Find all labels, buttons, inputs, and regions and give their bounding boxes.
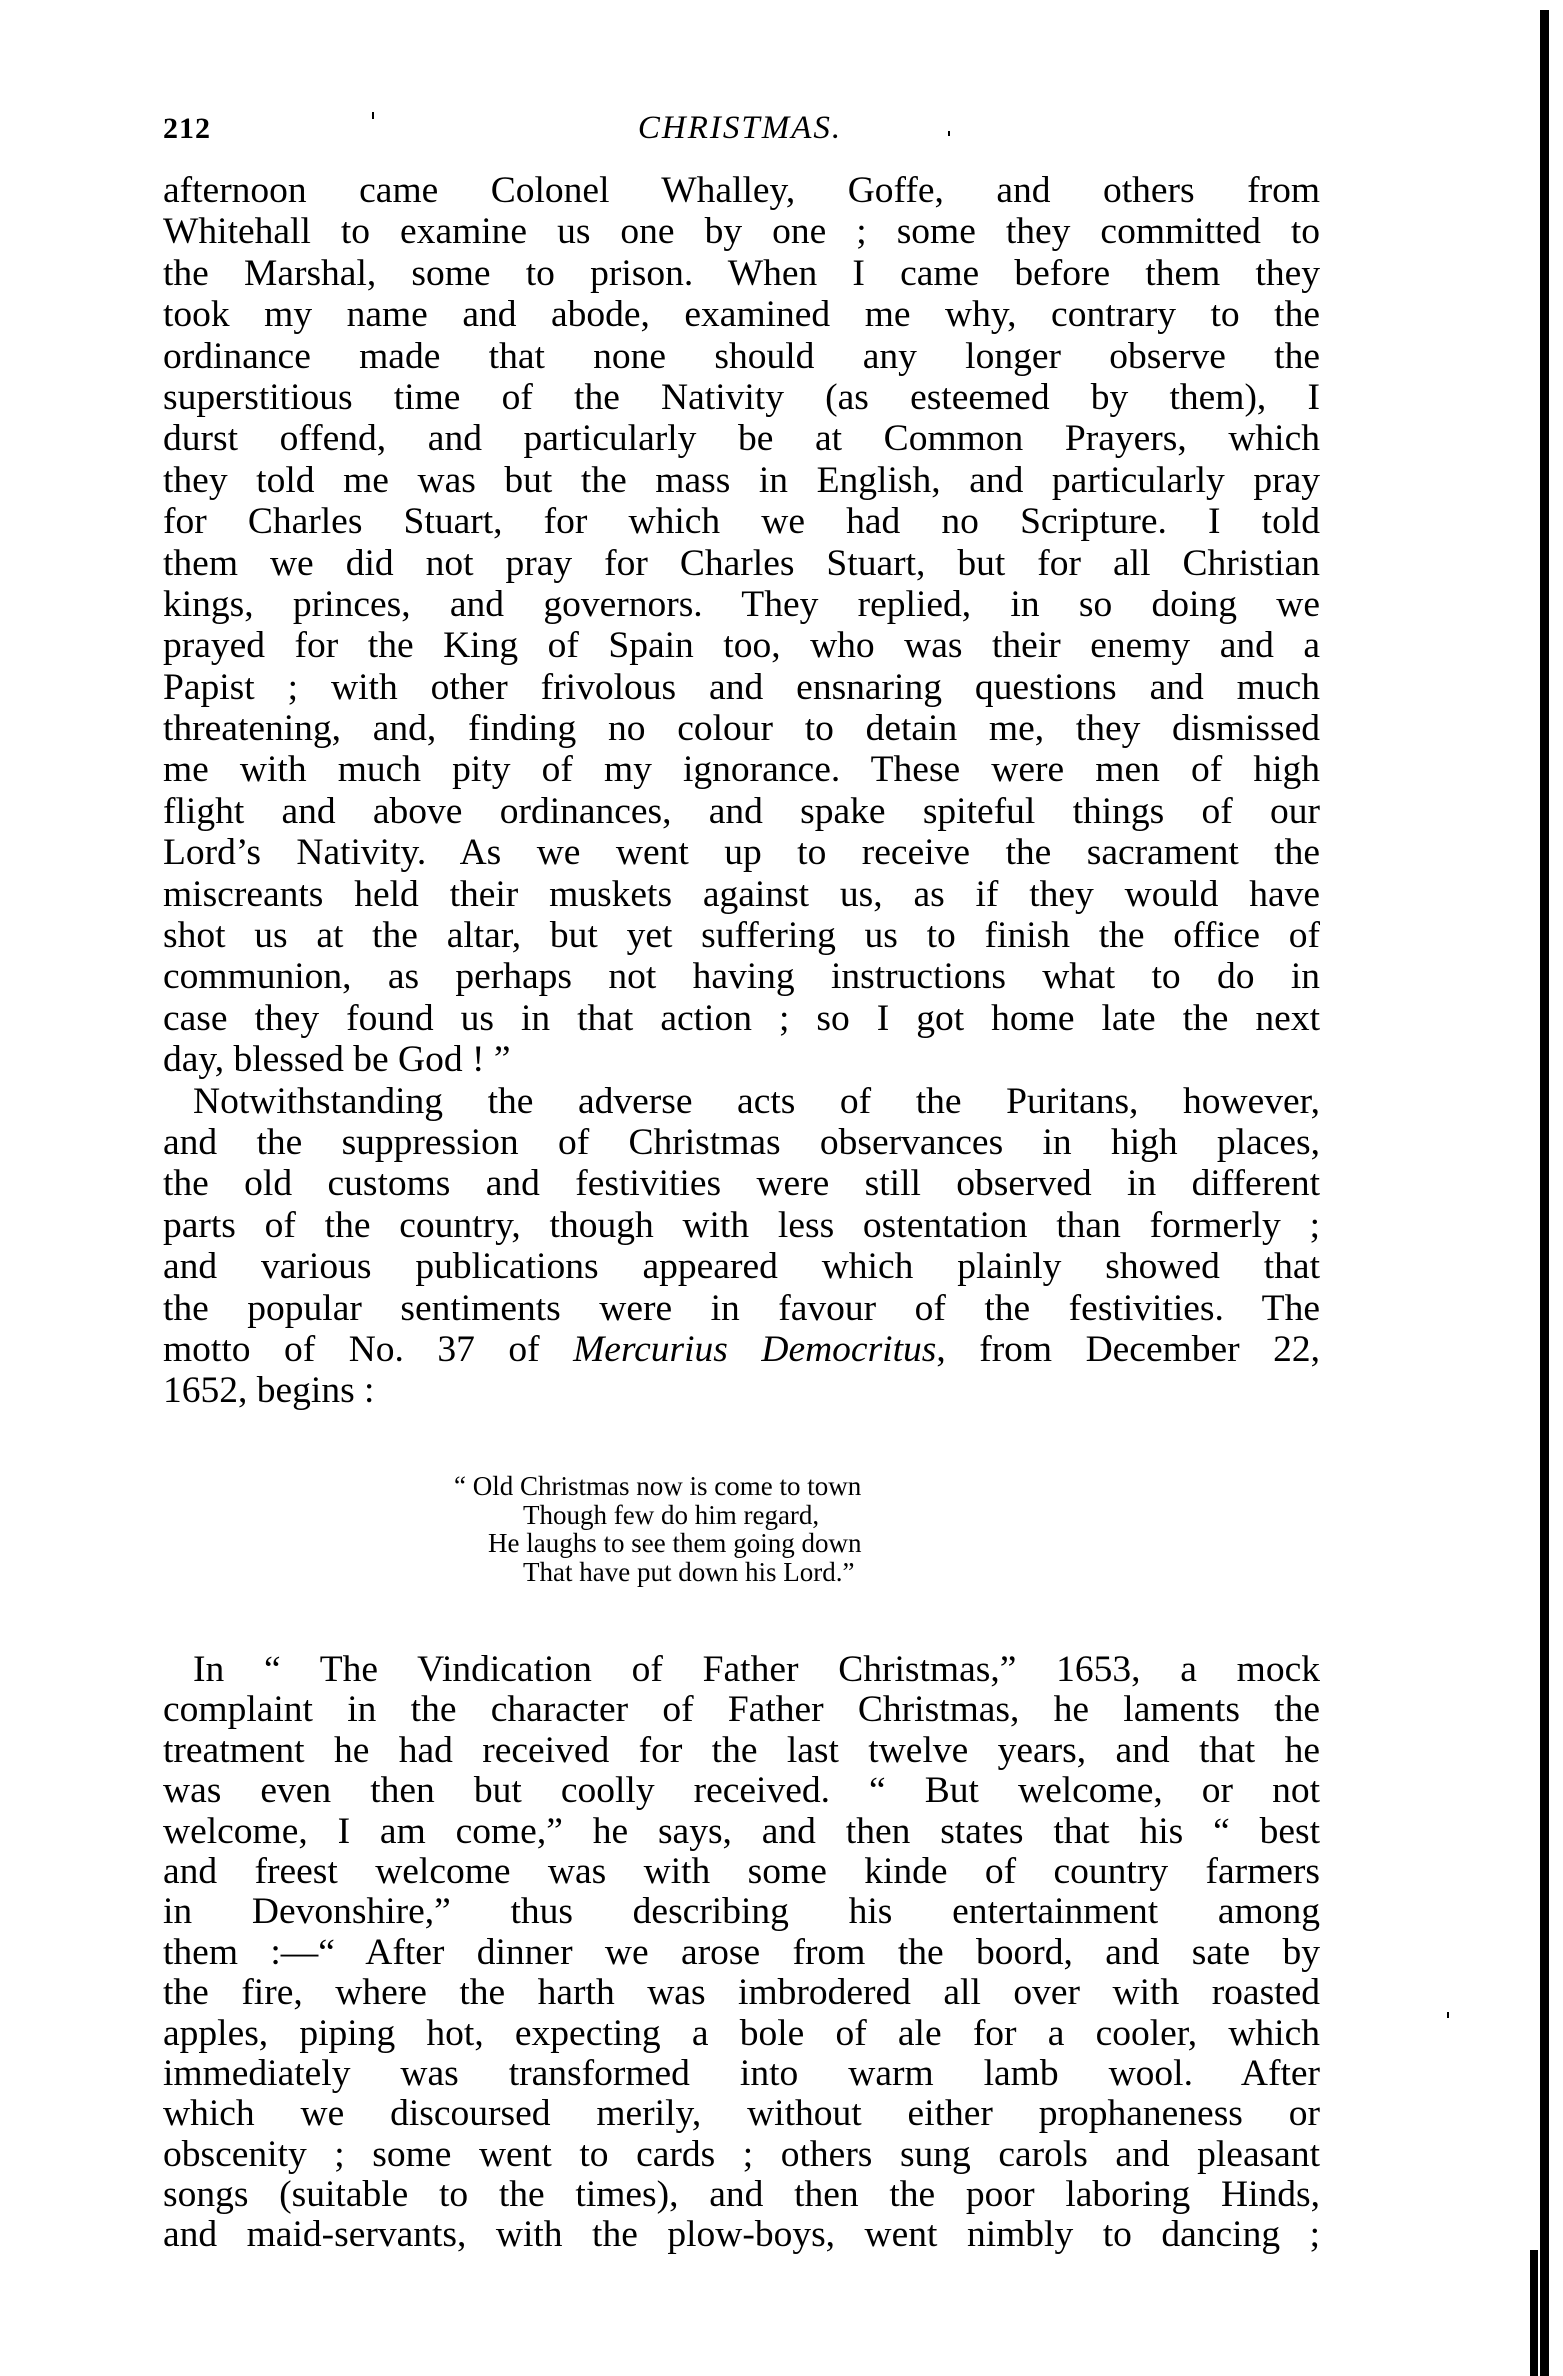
paragraph-quote-continuation [163, 170, 1320, 1081]
text-line: Papist ; with other frivolous and ensnaring questions and much [163, 666, 1320, 708]
text-line: flight and above ordinances, and spake spiteful things of our [163, 790, 1320, 832]
text-run: motto of No. 37 of [163, 1328, 574, 1370]
text-line: took my name and abode, examined me why, contrary to the [163, 294, 1320, 336]
text-line: they told me was but the mass in English, and particularly pray [163, 459, 1320, 501]
text-line: prayed for the King of Spain too, who was their enemy and a [163, 625, 1320, 667]
text-line: songs (suitable to the times), and then the poor laboring Hinds, [163, 2174, 1320, 2216]
text-line: miscreants held their muskets against us, as if they would have [163, 873, 1320, 915]
body-text-upper [163, 170, 1320, 1412]
text-line: welcome, I am come,” he says, and then states that his “ best [163, 1810, 1320, 1852]
text-line: threatening, and, finding no colour to detain me, they dismissed [163, 708, 1320, 750]
scan-speck [372, 112, 374, 119]
text-line: superstitious time of the Nativity (as esteemed by them), I [163, 376, 1320, 418]
poem-line: That have put down his Lord.” [523, 1556, 855, 1587]
text-run: , from December 22, [936, 1328, 1320, 1370]
text-line: treatment he had received for the last twelve years, and that he [163, 1729, 1320, 1771]
paragraph-vindication [163, 1650, 1320, 2256]
text-line: shot us at the altar, but yet suffering us to finish the office of [163, 915, 1320, 957]
text-line: parts of the country, though with less ostentation than formerly ; [163, 1204, 1320, 1246]
text-line: complaint in the character of Father Christmas, he laments the [163, 1689, 1320, 1731]
text-line: day, blessed be God ! ” [163, 1039, 511, 1081]
text-line: the old customs and festivities were still observed in different [163, 1163, 1320, 1205]
page-number: 212 [163, 112, 211, 145]
poem-quotation [454, 1472, 861, 1586]
text-line: communion, as perhaps not having instructions what to do in [163, 956, 1320, 998]
text-line: obscenity ; some went to cards ; others sung carols and pleasant [163, 2133, 1320, 2175]
text-line: in Devonshire,” thus describing his entertainment among [163, 1891, 1320, 1933]
text-line: and maid-servants, with the plow-boys, went nimbly to dancing ; [163, 2214, 1320, 2256]
page-edge-shadow-lower [1530, 2250, 1538, 2376]
text-line: and various publications appeared which plainly showed that [163, 1246, 1320, 1288]
running-title: CHRISTMAS. [637, 110, 843, 146]
scan-speck [948, 131, 950, 136]
text-line: Lord’s Nativity. As we went up to receive the sacrament the [163, 832, 1320, 874]
text-line: and freest welcome was with some kinde of country farmers [163, 1850, 1320, 1892]
text-line: the fire, where the harth was imbrodered all over with roasted [163, 1972, 1320, 2014]
text-line-motto [163, 1329, 1320, 1370]
text-line: which we discoursed merily, without either prophaneness or [163, 2093, 1320, 2135]
text-line: apples, piping hot, expecting a bole of ale for a cooler, which [163, 2012, 1320, 2054]
text-line: and the suppression of Christmas observances in high places, [163, 1121, 1320, 1163]
text-line: immediately was transformed into warm lamb wool. After [163, 2052, 1320, 2094]
text-line: them :—“ After dinner we arose from the boord, and sate by [163, 1931, 1320, 1973]
text-line: afternoon came Colonel Whalley, Goffe, and others from [163, 170, 1320, 211]
text-line: 1652, begins : [163, 1370, 375, 1412]
page-edge-shadow [1540, 10, 1549, 2376]
scan-speck [1447, 2012, 1449, 2018]
text-line: case they found us in that action ; so I got home late the next [163, 997, 1320, 1039]
text-line: durst offend, and particularly be at Common Prayers, which [163, 418, 1320, 460]
text-line: me with much pity of my ignorance. These were men of high [163, 749, 1320, 791]
text-line: them we did not pray for Charles Stuart, but for all Christian [163, 542, 1320, 584]
text-line: Notwithstanding the adverse acts of the Puritans, however, [193, 1080, 1320, 1122]
text-line: Whitehall to examine us one by one ; some they committed to [163, 211, 1320, 253]
publication-title: Mercurius Democritus [573, 1328, 937, 1370]
paragraph-notwithstanding [163, 1081, 1320, 1412]
text-line: ordinance made that none should any longer observe the [163, 335, 1320, 377]
text-line: was even then but coolly received. “ But welcome, or not [163, 1770, 1320, 1812]
text-line: the Marshal, some to prison. When I came before them they [163, 252, 1320, 294]
poem-line: “ Old Christmas now is come to town [454, 1471, 862, 1501]
poem-line: Though few do him regard, [523, 1499, 820, 1530]
text-line: In “ The Vindication of Father Christmas,” 1653, a mock [193, 1649, 1320, 1690]
poem-line: He laughs to see them going down [488, 1528, 862, 1558]
text-line: the popular sentiments were in favour of the festivities. The [163, 1287, 1320, 1329]
text-line: kings, princes, and governors. They replied, in so doing we [163, 583, 1320, 625]
text-line: for Charles Stuart, for which we had no Scripture. I told [163, 501, 1320, 543]
